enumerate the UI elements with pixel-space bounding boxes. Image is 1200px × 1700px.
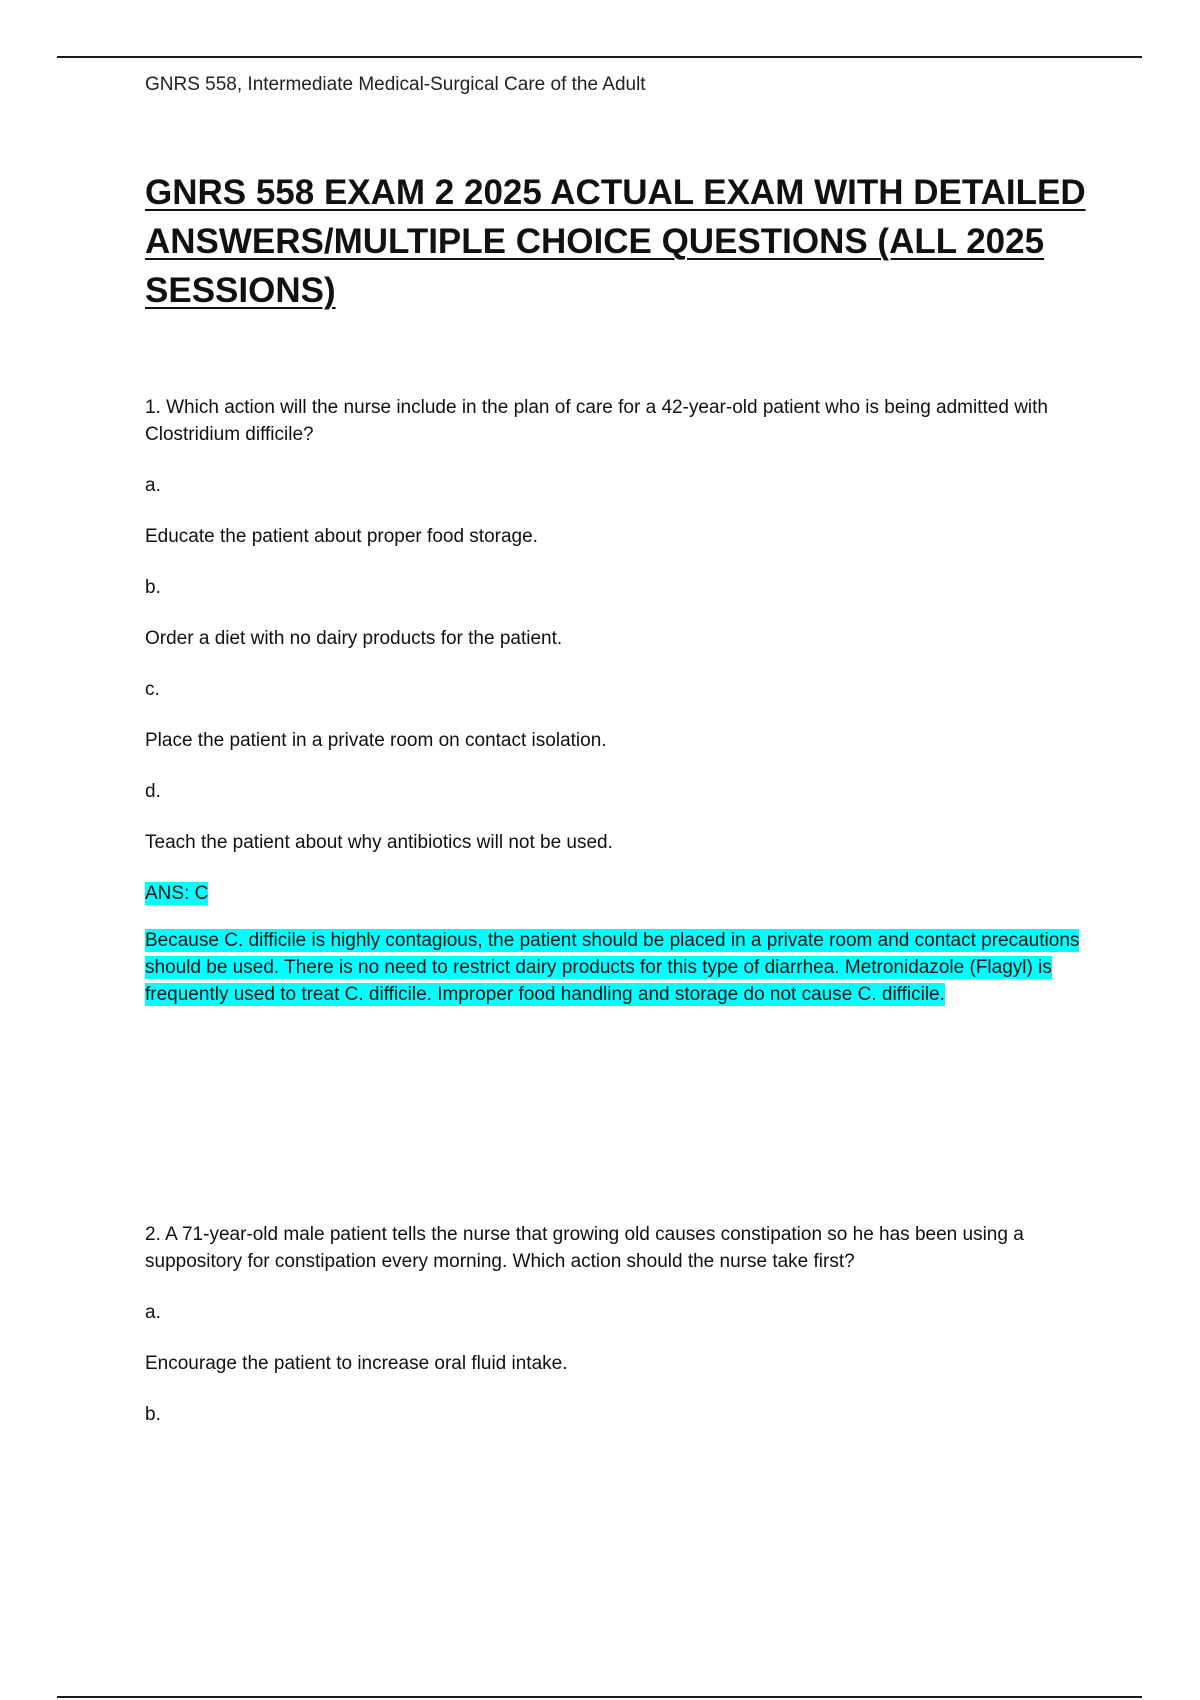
question-stem: 1. Which action will the nurse include in the plan of care for a 42-year-old patient who is being admitted with Clostridium difficile? bbox=[145, 397, 1048, 445]
option-text-a: Educate the patient about proper food storage. bbox=[145, 526, 538, 547]
option-letter-c: c. bbox=[145, 679, 160, 700]
option-text-a: Encourage the patient to increase oral fluid intake. bbox=[145, 1353, 568, 1374]
question-1 bbox=[145, 394, 1095, 1008]
document-title bbox=[145, 168, 1095, 315]
option-text-c: Place the patient in a private room on contact isolation. bbox=[145, 730, 607, 751]
document-title-text: GNRS 558 EXAM 2 2025 ACTUAL EXAM WITH DETAILED ANSWERS/MULTIPLE CHOICE QUESTIONS (ALL 2025 SESSIONS) bbox=[145, 173, 1086, 310]
question-2 bbox=[145, 1221, 1095, 1428]
rationale-paragraph bbox=[145, 927, 1095, 1008]
option-letter-b: b. bbox=[145, 577, 161, 598]
option-letter-a: a. bbox=[145, 1302, 161, 1323]
option-text-b: Order a diet with no dairy products for the patient. bbox=[145, 628, 563, 649]
option-letter-b: b. bbox=[145, 1404, 161, 1425]
course-header: GNRS 558, Intermediate Medical-Surgical Care of the Adult bbox=[145, 74, 646, 95]
bottom-rule bbox=[57, 1696, 1142, 1698]
option-letter-d: d. bbox=[145, 781, 161, 802]
answer-label: ANS: C bbox=[145, 883, 209, 904]
answer-line bbox=[145, 880, 1095, 907]
question-stem: 2. A 71-year-old male patient tells the nurse that growing old causes constipation so he has been using a suppository for constipation every morning. Which action should the nurse take first? bbox=[145, 1224, 1024, 1272]
option-text-d: Teach the patient about why antibiotics will not be used. bbox=[145, 832, 613, 853]
rationale-text: Because C. difficile is highly contagious, the patient should be placed in a private room and contact precautions should be used. There is no need to restrict dairy products for this type of diarrhea. Metronidazole (Flagyl) is frequently used to treat C. difficile. Improper food handling and storage do not cause C. difficile. bbox=[145, 930, 1080, 1005]
top-rule bbox=[57, 56, 1142, 58]
option-letter-a: a. bbox=[145, 475, 161, 496]
